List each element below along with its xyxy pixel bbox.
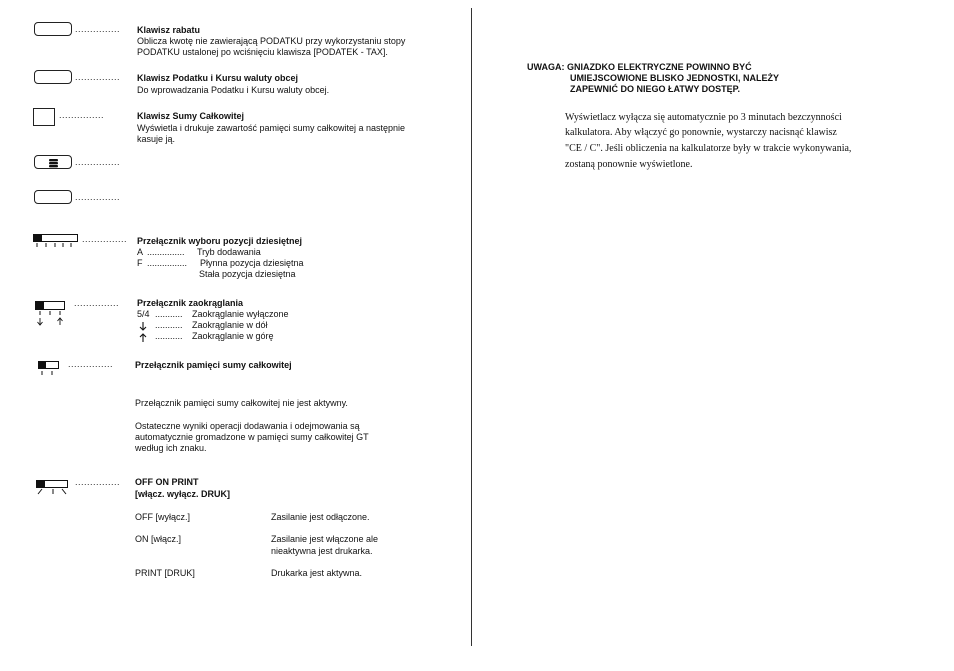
power-print-label: PRINT [DRUK] — [135, 568, 195, 578]
blank-key-icon — [34, 190, 72, 204]
note-line1: Wyświetlacz wyłącza się automatycznie po 3 minutach bezczynności — [565, 112, 842, 123]
rounding-switch-icon — [35, 301, 69, 327]
power-on-desc2: nieaktywna jest drukarka. — [271, 546, 373, 556]
rounding-r2-desc: Zaokrąglanie w dół — [192, 320, 268, 330]
decimal-leader: ............... — [82, 234, 128, 244]
note-line2: kalkulatora. Aby włączyć go ponownie, wystarczy nacisnąć klawisz — [565, 127, 837, 138]
rounding-r1-key: 5/4 — [137, 309, 150, 319]
rabat-title: Klawisz rabatu — [137, 25, 201, 35]
decimal-a-key: A — [137, 247, 144, 257]
rounding-r3-dots: ........... — [155, 331, 183, 341]
power-off-desc: Zasilanie jest odłączone. — [271, 512, 370, 522]
rabat-leader: ............... — [75, 24, 121, 34]
gt-p2-line3: według ich znaku. — [135, 443, 207, 453]
rounding-leader: ............... — [74, 298, 120, 308]
rounding-r3-desc: Zaokrąglanie w górę — [192, 331, 274, 341]
round-down-arrow-icon — [139, 322, 147, 331]
suma-desc-line2: kasuje ją. — [137, 134, 176, 144]
rounding-r2-dots: ........... — [155, 320, 183, 330]
round-up-arrow-icon — [139, 333, 147, 342]
gt-p2-line2: automatycznie gromadzone w pamięci sumy całkowitej GT — [135, 432, 369, 442]
power-print-desc: Drukarka jest aktywna. — [271, 568, 363, 578]
gt-switch-icon — [38, 361, 62, 377]
stack-key-icon — [34, 155, 72, 169]
note-line4: zostaną ponownie wyświetlone. — [565, 159, 693, 170]
decimal-f-desc: Płynna pozycja dziesiętna — [200, 258, 304, 268]
podatek-key-icon — [34, 70, 72, 84]
column-divider — [471, 8, 472, 646]
note-line3: "CE / C". Jeśli obliczenia na kalkulatorze były w trakcie wykonywania, — [565, 143, 852, 154]
gt-leader: ............... — [68, 359, 114, 369]
suma-desc-line1: Wyświetla i drukuje zawartość pamięci sumy całkowitej a następnie — [137, 123, 406, 133]
rounding-r1-desc: Zaokrąglanie wyłączone — [192, 309, 289, 319]
rabat-desc-line1: Oblicza kwotę nie zawierającą PODATKU przy wykorzystaniu stopy — [137, 36, 406, 46]
podatek-leader: ............... — [75, 72, 121, 82]
coin-stack-icon — [35, 156, 73, 170]
power-on-label: ON [włącz.] — [135, 534, 182, 544]
decimal-stala: Stała pozycja dziesiętna — [199, 269, 296, 279]
power-switch-icon — [36, 480, 70, 496]
decimal-a-dots: ............... — [147, 247, 185, 257]
uwaga-line2: UMIEJSCOWIONE BLISKO JEDNOSTKI, NALEŻY — [570, 73, 780, 83]
uwaga-line3: ZAPEWNIĆ DO NIEGO ŁATWY DOSTĘP. — [570, 84, 741, 94]
power-on-desc1: Zasilanie jest włączone ale — [271, 534, 379, 544]
power-title2: [włącz. wyłącz. DRUK] — [135, 489, 231, 499]
gt-title: Przełącznik pamięci sumy całkowitej — [135, 360, 292, 370]
power-title1: OFF ON PRINT — [135, 477, 199, 487]
uwaga-line1: GNIAZDKO ELEKTRYCZNE POWINNO BYĆ — [567, 62, 752, 72]
decimal-a-desc: Tryb dodawania — [197, 247, 261, 257]
decimal-f-dots: ................ — [147, 258, 188, 268]
rounding-r1-dots: ........... — [155, 309, 183, 319]
power-leader: ............... — [75, 477, 121, 487]
rabat-desc-line2: PODATKU ustalonej po wciśnięciu klawisza [PODATEK - TAX]. — [137, 47, 388, 57]
stack-leader: ............... — [75, 157, 121, 167]
gt-p1: Przełącznik pamięci sumy całkowitej nie jest aktywny. — [135, 398, 348, 408]
podatek-title: Klawisz Podatku i Kursu waluty obcej — [137, 73, 299, 83]
rounding-title: Przełącznik zaokrąglania — [137, 298, 244, 308]
power-off-label: OFF [wyłącz.] — [135, 512, 191, 522]
decimal-switch-icon — [33, 234, 79, 250]
suma-key-icon — [33, 108, 55, 126]
uwaga-label: UWAGA: — [527, 62, 565, 72]
suma-title: Klawisz Sumy Całkowitej — [137, 111, 245, 121]
podatek-desc: Do wprowadzania Podatku i Kursu waluty obcej. — [137, 85, 330, 95]
gt-p2-line1: Ostateczne wyniki operacji dodawania i odejmowania są — [135, 421, 360, 431]
suma-leader: ............... — [59, 110, 105, 120]
decimal-f-key: F — [137, 258, 143, 268]
decimal-title: Przełącznik wyboru pozycji dziesiętnej — [137, 236, 303, 246]
rabat-key-icon — [34, 22, 72, 36]
blank-leader: ............... — [75, 192, 121, 202]
